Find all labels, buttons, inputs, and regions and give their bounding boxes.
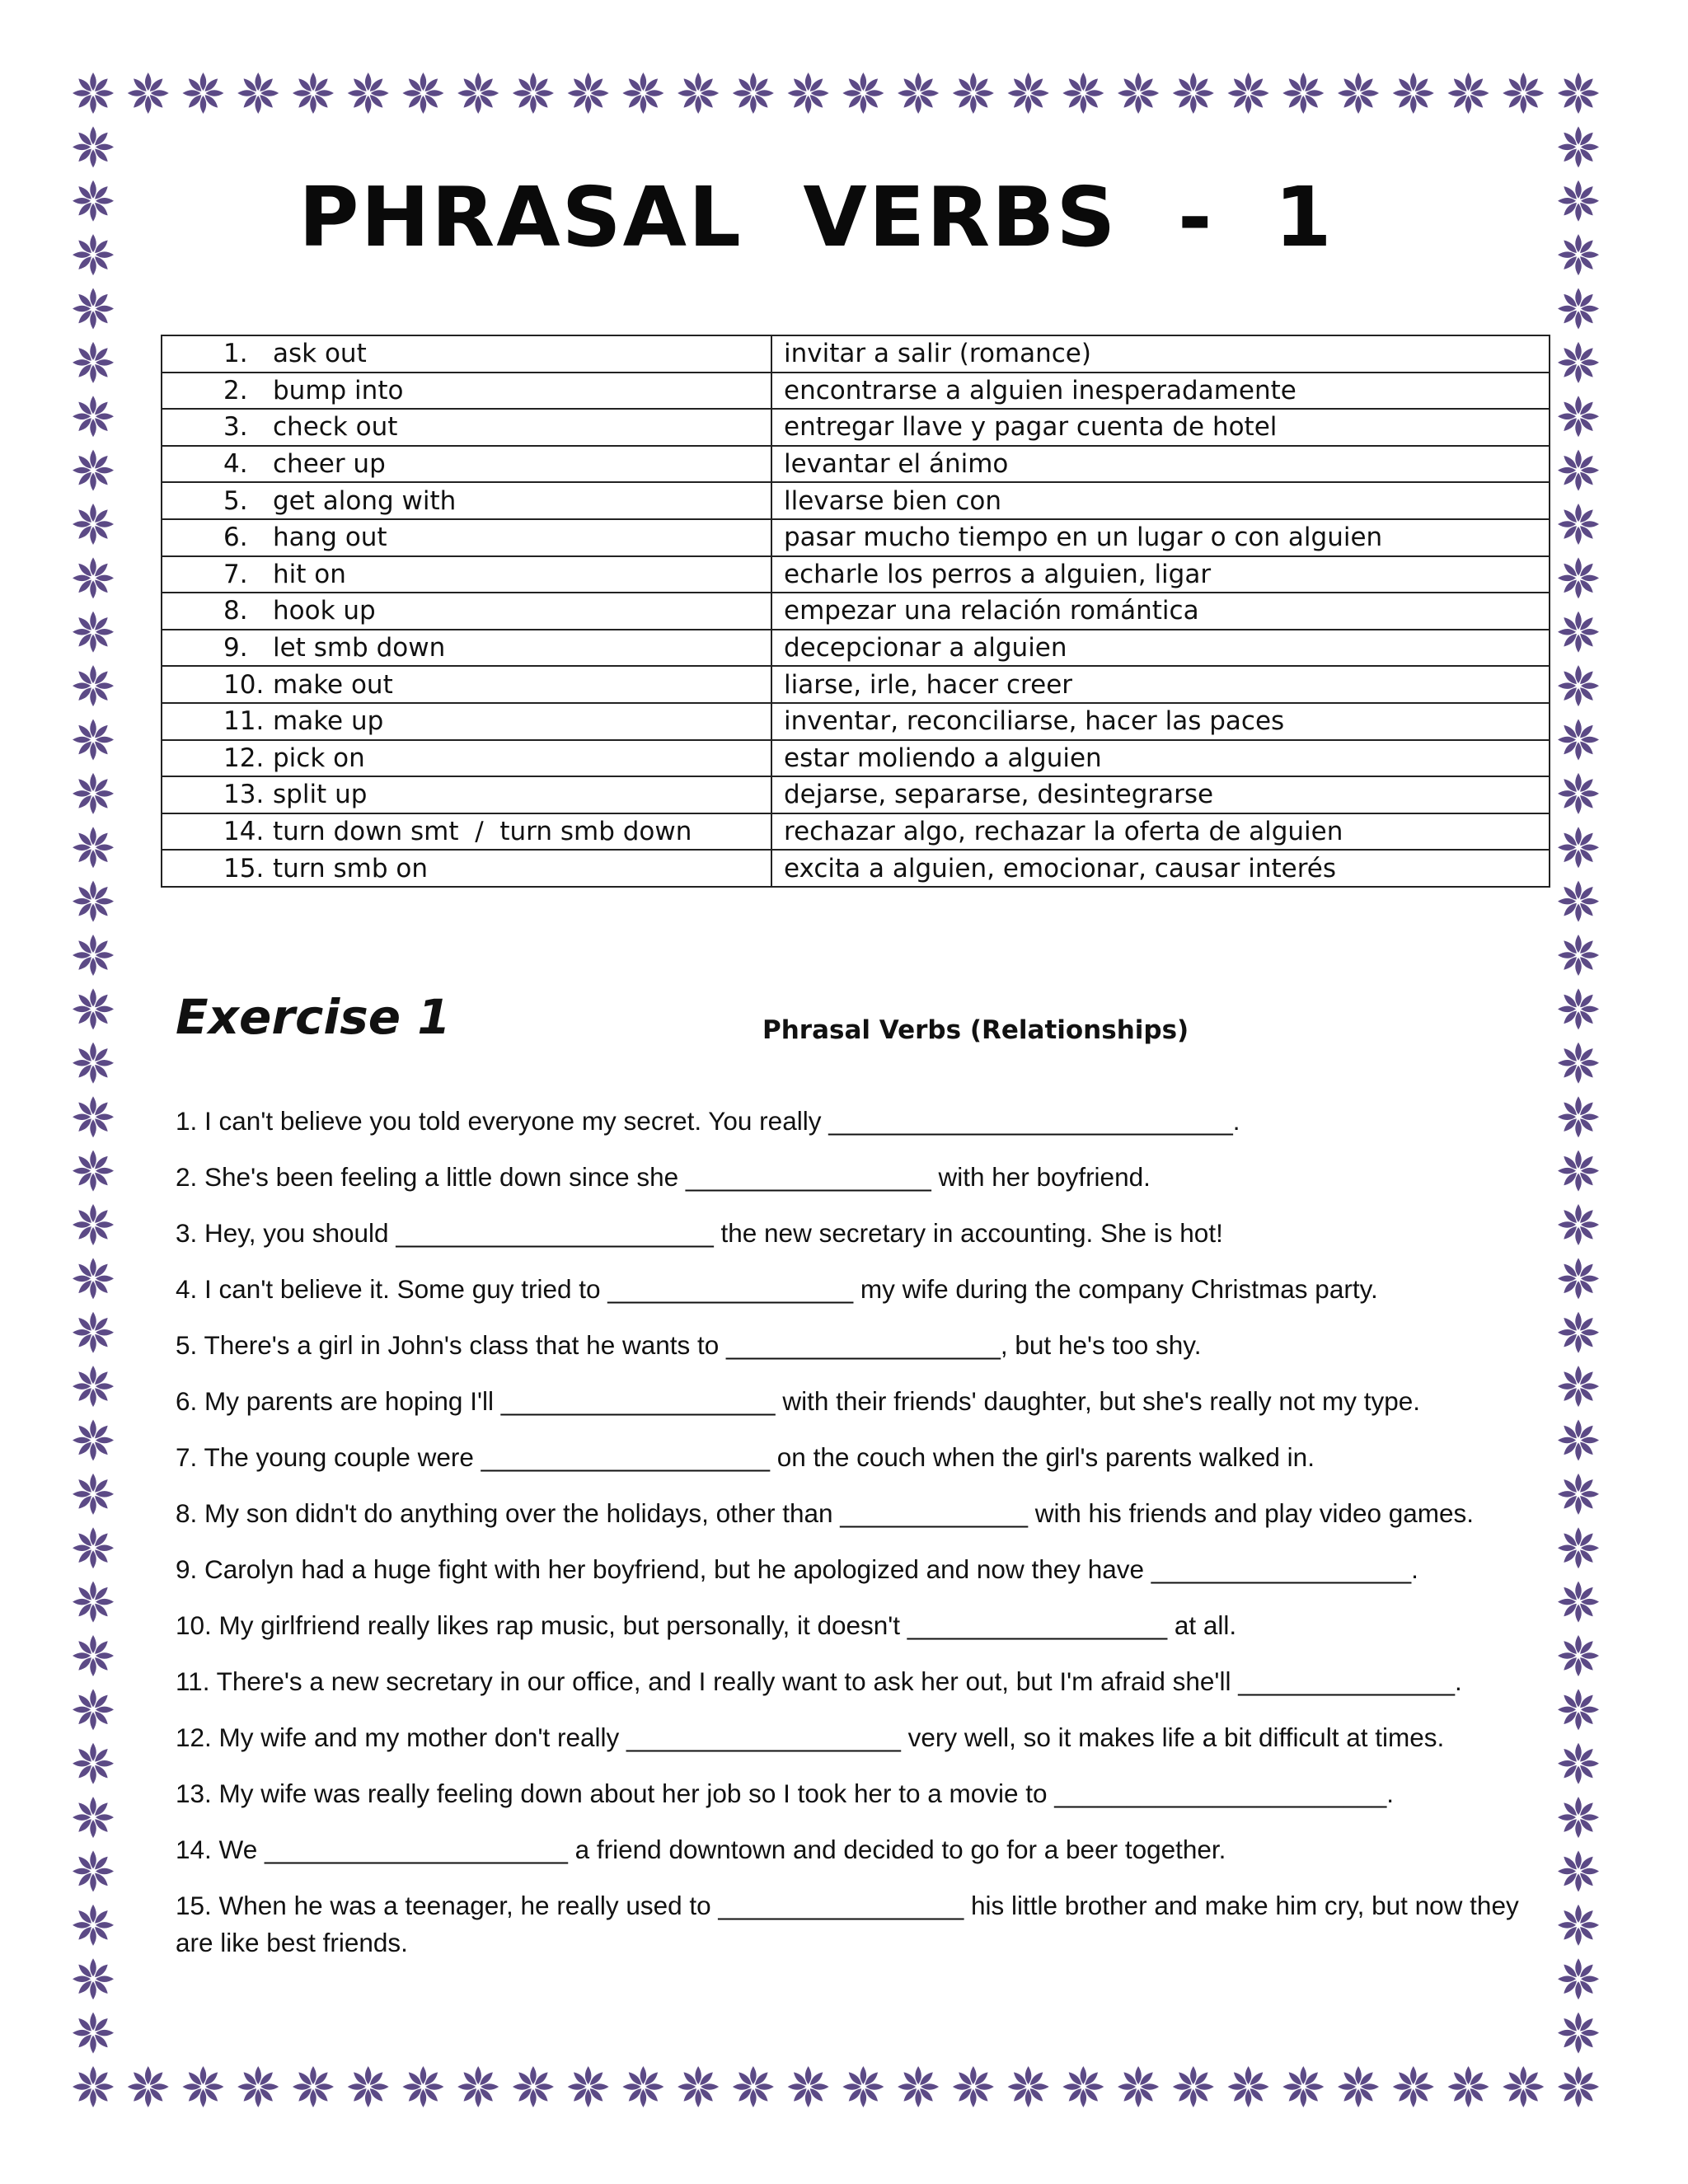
flower-icon	[73, 1474, 114, 1515]
flower-icon	[733, 2066, 774, 2107]
meaning-cell: decepcionar a alguien	[771, 630, 1550, 667]
flower-icon	[73, 773, 114, 814]
phrasal-verb: make out	[273, 669, 393, 700]
verb-cell	[162, 593, 771, 630]
item-number: 11.	[223, 706, 265, 737]
flower-icon	[73, 1312, 114, 1353]
table-row	[162, 409, 1550, 446]
phrasal-verb: check out	[273, 412, 398, 443]
flower-icon	[678, 73, 719, 114]
flower-icon	[73, 1635, 114, 1676]
flower-icon	[898, 2066, 939, 2107]
meaning-cell: empezar una relación romántica	[771, 593, 1550, 630]
flower-icon	[1558, 1635, 1599, 1676]
flower-icon	[1448, 2066, 1489, 2107]
flower-icon	[73, 288, 114, 330]
phrasal-verb: get along with	[273, 485, 457, 516]
flower-icon	[73, 665, 114, 706]
flower-icon	[237, 73, 279, 114]
phrasal-verb: cheer up	[273, 449, 386, 480]
flower-icon	[953, 2066, 994, 2107]
item-number: 12.	[223, 743, 265, 773]
flower-icon	[73, 1258, 114, 1299]
flower-icon	[73, 935, 114, 976]
flower-icon	[128, 73, 169, 114]
meaning-cell: liarse, irle, hacer creer	[771, 666, 1550, 703]
item-number: 8.	[223, 596, 248, 626]
verb-cell	[162, 813, 771, 851]
verb-cell	[162, 630, 771, 667]
flower-icon	[568, 73, 609, 114]
flower-icon	[73, 1797, 114, 1838]
phrasal-verb: hook up	[273, 596, 376, 626]
meaning-cell: echarle los perros a alguien, ligar	[771, 556, 1550, 593]
exercise-subtitle: Phrasal Verbs (Relationships)	[762, 1015, 1189, 1045]
flower-icon	[842, 2066, 884, 2107]
flower-icon	[1062, 2066, 1104, 2107]
item-number: 7.	[223, 559, 248, 589]
phrasal-verb: let smb down	[273, 633, 446, 663]
meaning-cell: encontrarse a alguien inesperadamente	[771, 373, 1550, 410]
flower-icon	[1118, 2066, 1159, 2107]
flower-icon	[1558, 1582, 1599, 1623]
flower-icon	[513, 2066, 554, 2107]
exercise-sentence: 2. She's been feeling a little down since she _________________ with her boyfriend.	[176, 1162, 1151, 1192]
flower-icon	[1558, 988, 1599, 1029]
meaning-cell: entregar llave y pagar cuenta de hotel	[771, 409, 1550, 446]
flower-icon	[73, 2013, 114, 2054]
flower-icon	[842, 73, 884, 114]
verb-cell	[162, 850, 771, 887]
verb-cell	[162, 519, 771, 556]
flower-icon	[1558, 504, 1599, 545]
flower-icon	[1558, 2013, 1599, 2054]
flower-icon	[457, 73, 499, 114]
item-number: 1.	[223, 339, 248, 369]
flower-icon	[513, 73, 554, 114]
exercise-title: Exercise 1	[176, 989, 451, 1045]
exercise-sentence: 3. Hey, you should ______________________ the new secretary in accounting. She is hot!	[176, 1218, 1223, 1248]
item-number: 6.	[223, 523, 248, 553]
flower-icon	[1062, 73, 1104, 114]
flower-icon	[1338, 2066, 1379, 2107]
flower-icon	[348, 73, 389, 114]
meaning-cell: pasar mucho tiempo en un lugar o con alguien	[771, 519, 1550, 556]
flower-icon	[1558, 827, 1599, 868]
flower-icon	[1558, 1204, 1599, 1245]
item-number: 2.	[223, 375, 248, 405]
item-number: 5.	[223, 485, 248, 516]
exercise-sentence: 9. Carolyn had a huge fight with her boyfriend, but he apologized and now they have __________________.	[176, 1554, 1418, 1584]
flower-icon	[73, 1958, 114, 1999]
flower-icon	[73, 988, 114, 1029]
flower-icon	[73, 450, 114, 491]
flower-icon	[1558, 1258, 1599, 1299]
flower-icon	[1558, 1312, 1599, 1353]
flower-icon	[1558, 665, 1599, 706]
exercise-sentence: 11. There's a new secretary in our office, and I really want to ask her out, but I'm afraid she'll _______________.	[176, 1666, 1462, 1696]
verb-cell	[162, 666, 771, 703]
flower-icon	[1558, 935, 1599, 976]
meaning-cell: inventar, reconciliarse, hacer las paces	[771, 703, 1550, 740]
flower-icon	[622, 2066, 663, 2107]
flower-icon	[402, 73, 443, 114]
flower-icon	[622, 73, 663, 114]
phrasal-verb: bump into	[273, 375, 404, 405]
flower-icon	[1558, 1043, 1599, 1084]
meaning-cell: dejarse, separarse, desintegrarse	[771, 776, 1550, 813]
flower-icon	[182, 73, 223, 114]
table-row	[162, 373, 1550, 410]
flower-icon	[1558, 126, 1599, 167]
exercise-sentence: 4. I can't believe it. Some guy tried to _________________ my wife during the company Christmas party.	[176, 1274, 1378, 1304]
verb-cell	[162, 409, 771, 446]
exercise-sentence: 1. I can't believe you told everyone my secret. You really ____________________________.	[176, 1106, 1240, 1136]
flower-icon	[953, 73, 994, 114]
item-number: 9.	[223, 633, 248, 663]
flower-icon	[1558, 773, 1599, 814]
table-row	[162, 335, 1550, 373]
exercise-sentence: 8. My son didn't do anything over the holidays, other than _____________ with his friends and play video games.	[176, 1498, 1475, 1528]
flower-icon	[182, 2066, 223, 2107]
flower-icon	[1173, 73, 1214, 114]
phrasal-verb: make up	[273, 706, 384, 737]
table-row	[162, 519, 1550, 556]
flower-icon	[73, 1689, 114, 1730]
verb-cell	[162, 740, 771, 777]
flower-icon	[1558, 342, 1599, 383]
table-row	[162, 446, 1550, 483]
flower-icon	[1008, 2066, 1049, 2107]
meaning-cell: invitar a salir (romance)	[771, 335, 1550, 373]
flower-icon	[1393, 2066, 1434, 2107]
flower-icon	[1558, 1958, 1599, 1999]
flower-icon	[73, 1204, 114, 1245]
flower-icon	[1558, 1096, 1599, 1137]
flower-icon	[402, 2066, 443, 2107]
flower-icon	[1173, 2066, 1214, 2107]
flower-icon	[1558, 2066, 1599, 2107]
flower-icon	[1228, 73, 1269, 114]
phrasal-verb: hang out	[273, 523, 387, 553]
flower-icon	[73, 1043, 114, 1084]
verb-cell	[162, 556, 771, 593]
flower-icon	[1558, 288, 1599, 330]
table-row	[162, 482, 1550, 519]
flower-icon	[73, 612, 114, 653]
flower-icon	[1118, 73, 1159, 114]
flower-icon	[788, 2066, 829, 2107]
flower-icon	[1558, 881, 1599, 922]
exercise-sentence: 7. The young couple were ____________________ on the couch when the girl's parents walked in.	[176, 1442, 1315, 1472]
phrasal-verb: ask out	[273, 339, 367, 369]
flower-icon	[733, 73, 774, 114]
flower-icon	[73, 1582, 114, 1623]
flower-icon	[1558, 1527, 1599, 1568]
exercise-sentence: 15. When he was a teenager, he really used to _________________ his little brother and make him cry, but now they are like best friends.	[176, 1891, 1519, 1957]
exercise-sentence: 5. There's a girl in John's class that he wants to ___________________, but he's too shy.	[176, 1330, 1202, 1360]
flower-icon	[73, 2066, 114, 2107]
flower-icon	[293, 73, 334, 114]
flower-icon	[457, 2066, 499, 2107]
exercise-sentence: 14. We _____________________ a friend downtown and decided to go for a beer together.	[176, 1835, 1226, 1864]
flower-icon	[788, 73, 829, 114]
flower-icon	[348, 2066, 389, 2107]
flower-icon	[1228, 2066, 1269, 2107]
table-row	[162, 703, 1550, 740]
flower-icon	[1558, 1850, 1599, 1891]
flower-icon	[73, 881, 114, 922]
flower-icon	[898, 73, 939, 114]
item-number: 15.	[223, 853, 265, 883]
item-number: 14.	[223, 817, 265, 847]
table-row	[162, 556, 1550, 593]
flower-icon	[1558, 1474, 1599, 1515]
page-title: PHRASAL VERBS - 1	[298, 169, 1334, 265]
verb-cell	[162, 446, 771, 483]
flower-icon	[73, 1850, 114, 1891]
flower-icon	[678, 2066, 719, 2107]
verb-cell	[162, 335, 771, 373]
flower-icon	[1558, 1151, 1599, 1192]
flower-icon	[1558, 612, 1599, 653]
phrasal-verb: hit on	[273, 559, 346, 589]
table-row	[162, 740, 1550, 777]
flower-icon	[73, 73, 114, 114]
flower-icon	[1558, 396, 1599, 437]
item-number: 3.	[223, 412, 248, 443]
flower-icon	[73, 504, 114, 545]
flower-icon	[73, 1419, 114, 1460]
phrasal-verb: split up	[273, 780, 368, 810]
flower-icon	[293, 2066, 334, 2107]
flower-icon	[73, 1905, 114, 1946]
flower-icon	[73, 126, 114, 167]
flower-icon	[1558, 1905, 1599, 1946]
exercise-sentence: 12. My wife and my mother don't really ___________________ very well, so it makes life a bit difficult at times.	[176, 1722, 1445, 1752]
phrasal-verb: turn smb on	[273, 853, 428, 883]
table-row	[162, 630, 1550, 667]
table-row	[162, 850, 1550, 887]
flower-icon	[1503, 2066, 1544, 2107]
meaning-cell: levantar el ánimo	[771, 446, 1550, 483]
table-row	[162, 593, 1550, 630]
flower-icon	[1558, 719, 1599, 761]
flower-icon	[1503, 73, 1544, 114]
flower-icon	[237, 2066, 279, 2107]
phrasal-verb: turn down smt / turn smb down	[273, 817, 692, 847]
flower-icon	[73, 719, 114, 761]
exercise-sentences	[176, 1103, 1560, 1961]
flower-icon	[1558, 73, 1599, 114]
flower-icon	[1448, 73, 1489, 114]
flower-icon	[1558, 1797, 1599, 1838]
item-number: 10.	[223, 669, 265, 700]
verb-cell	[162, 776, 771, 813]
flower-icon	[1558, 1419, 1599, 1460]
exercise-sentence: 13. My wife was really feeling down about her job so I took her to a movie to _______________________.	[176, 1779, 1394, 1808]
meaning-cell: excita a alguien, emocionar, causar interés	[771, 850, 1550, 887]
flower-icon	[1558, 450, 1599, 491]
flower-icon	[1393, 73, 1434, 114]
meaning-cell: rechazar algo, rechazar la oferta de alguien	[771, 813, 1550, 851]
vocabulary-table	[161, 335, 1550, 888]
table-row	[162, 666, 1550, 703]
flower-icon	[73, 1366, 114, 1407]
item-number: 13.	[223, 780, 265, 810]
flower-icon	[73, 396, 114, 437]
flower-icon	[568, 2066, 609, 2107]
flower-icon	[1008, 73, 1049, 114]
verb-cell	[162, 482, 771, 519]
flower-icon	[1282, 2066, 1324, 2107]
flower-icon	[73, 342, 114, 383]
flower-icon	[73, 1151, 114, 1192]
flower-icon	[1558, 1743, 1599, 1784]
meaning-cell: estar moliendo a alguien	[771, 740, 1550, 777]
meaning-cell: llevarse bien con	[771, 482, 1550, 519]
flower-icon	[1282, 73, 1324, 114]
flower-icon	[1558, 557, 1599, 598]
flower-icon	[128, 2066, 169, 2107]
phrasal-verb: pick on	[273, 743, 365, 773]
flower-icon	[1558, 1366, 1599, 1407]
exercise-sentence: 6. My parents are hoping I'll ___________________ with their friends' daughter, but she's really not my type.	[176, 1386, 1421, 1416]
flower-icon	[73, 1527, 114, 1568]
flower-icon	[73, 827, 114, 868]
flower-icon	[73, 1096, 114, 1137]
verb-cell	[162, 703, 771, 740]
table-row	[162, 776, 1550, 813]
item-number: 4.	[223, 449, 248, 480]
flower-icon	[73, 1743, 114, 1784]
flower-icon	[1338, 73, 1379, 114]
table-row	[162, 813, 1550, 851]
verb-cell	[162, 373, 771, 410]
flower-icon	[73, 557, 114, 598]
exercise-sentence: 10. My girlfriend really likes rap music, but personally, it doesn't __________________ at all.	[176, 1610, 1237, 1640]
flower-icon	[1558, 1689, 1599, 1730]
